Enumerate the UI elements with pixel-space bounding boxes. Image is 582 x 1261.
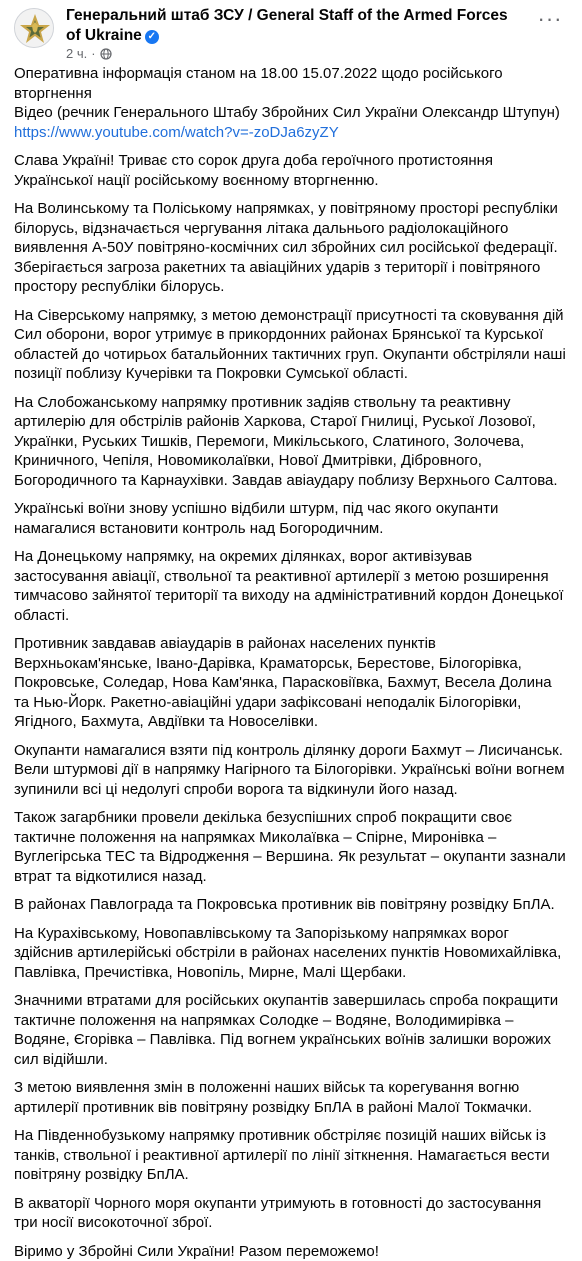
post-paragraph: Віримо у Збройні Сили України! Разом переможемо!	[14, 1242, 568, 1261]
post-timestamp[interactable]: 2 ч.	[66, 46, 87, 61]
youtube-video-link[interactable]: https://www.youtube.com/watch?v=-zoDJa6zyZY	[14, 124, 339, 141]
post-paragraph: На Сіверському напрямку, з метою демонстрації присутності та сковування дій Сил оборони, ворог утримує в прикордонних районах Брянської та Курської областей до чотирьох батальйонних тактичних груп. Окупанти обстріляли наші позиції поблизу Кучерівки та Покровки Сумської області.	[14, 306, 568, 384]
intro-video-caption: Відео (речник Генерального Штабу Збройних Сил України Олександр Штупун)	[14, 104, 560, 121]
post-paragraph: Українські воїни знову успішно відбили штурм, під час якого окупанти намагалися встановити контроль над Богородичним.	[14, 499, 568, 538]
post-paragraph: На Південнобузькому напрямку противник обстріляє позицій наших військ із танків, ствольної і реактивної артилерії по лінії зіткнення. Намагається вести повітряну розвідку БпЛА.	[14, 1126, 568, 1185]
post-paragraph: Значними втратами для російських окупантів завершилась спроба покращити тактичне положення на напрямках Солодке – Водяне, Володимирівка – Водяне, Єгорівка – Павлівка. Під вогнем українських воїнів залишки ворожих сил відійшли.	[14, 991, 568, 1069]
post-meta	[66, 46, 112, 62]
post-header	[14, 0, 568, 64]
page-name-link[interactable]	[66, 6, 526, 46]
post-paragraph: В акваторії Чорного моря окупанти утримують в готовності до застосування три носії високоточної зброї.	[14, 1194, 568, 1233]
armed-forces-emblem-icon	[15, 9, 54, 48]
post-intro	[14, 64, 568, 142]
post-paragraph: На Слобожанському напрямку противник задіяв ствольну та реактивну артилерію для обстрілів районів Харкова, Старої Гнилиці, Руської Лозової, Українки, Руських Тишків, Перемоги, Микільського, Слатиного, Золочева, Криничного, Чепіля, Новомиколаївки, Нової Дмитрівки, Дібровного, Богородичного та Карнаухівки. Завдав авіаудару поблизу Верхнього Салтова.	[14, 393, 568, 491]
meta-separator: ·	[91, 46, 95, 61]
intro-title: Оперативна інформація станом на 18.00 15.07.2022 щодо російського вторгнення	[14, 65, 503, 102]
post-paragraph: На Курахівському, Новопавлівському та Запорізькому напрямках ворог здійснив артилерійські обстріли в районах населених пунктів Новомихайлівка, Павлівка, Пречистівка, Новопіль, Мирне, Малі Щербаки.	[14, 924, 568, 983]
post-paragraph: Окупанти намагалися взяти під контроль ділянку дороги Бахмут – Лисичанськ. Вели штурмові дії в напрямку Нагірного та Білогорівки. Українські воїни вогнем зупинили всі ці недолугі спроби ворога та відкинули його назад.	[14, 741, 568, 800]
post-paragraph: Слава Україні! Триває сто сорок друга доба героїчного протистояння Української нації російському воєнному вторгненню.	[14, 151, 568, 190]
page-avatar[interactable]	[14, 8, 54, 48]
post-paragraph: Противник завдавав авіаударів в районах населених пунктів Верхньокам'янське, Івано-Дарівка, Краматорськ, Берестове, Білогорівка, Покровське, Соледар, Нова Кам'янка, Парасковіївка, Бахмут, Весела Долина та Нью-Йорк. Ракетно-авіаційні удари зафіксовані неподалік Білогорівки, Ягідного, Бахмута, Авдіївки та Новоселівки.	[14, 634, 568, 732]
post-paragraph: В районах Павлограда та Покровська противник вів повітряну розвідку БпЛА.	[14, 895, 568, 915]
page-name: Генеральний штаб ЗСУ / General Staff of the Armed Forces of Ukraine	[66, 7, 508, 44]
post-paragraph: З метою виявлення змін в положенні наших військ та корегування вогню артилерії противник вів повітряну розвідку БпЛА в районі Малої Токмачки.	[14, 1078, 568, 1117]
post-paragraph: На Донецькому напрямку, на окремих ділянках, ворог активізував застосування авіації, ствольної та реактивної артилерії з метою розширення тимчасово зайнятої території та виходу на адміністративний кордон Донецької області.	[14, 547, 568, 625]
verified-badge-icon: ✓	[145, 30, 159, 44]
post-paragraph: На Волинському та Поліському напрямках, у повітряному просторі республіки білорусь, відзначається чергування літака дальнього радіолокаційного виявлення А-50У повітряно-космічних сил збройних сил російської федерації. Зберігається загроза ракетних та авіаційних ударів з території і повітряного простору республіки білорусь.	[14, 199, 568, 297]
post-paragraph: Також загарбники провели декілька безуспішних спроб покращити своє тактичне положення на напрямках Миколаївка – Спірне, Миронівка – Вуглегірська ТЕС та Відродження – Вершина. Як результат – окупанти зазнали втрат та відкотилися назад.	[14, 808, 568, 886]
globe-icon[interactable]	[100, 48, 112, 60]
post-body	[14, 64, 568, 1261]
more-options-icon[interactable]: ···	[536, 12, 564, 32]
